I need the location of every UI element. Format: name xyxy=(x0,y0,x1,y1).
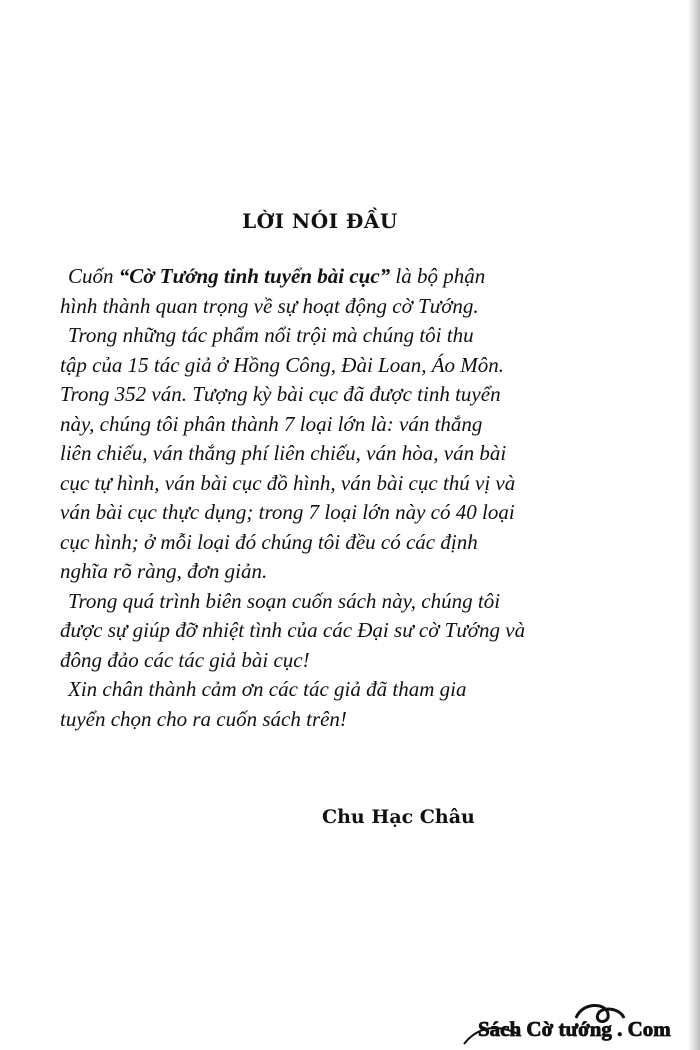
text-line xyxy=(60,321,590,351)
text-segment: được sự giúp đỡ nhiệt tình của các Đại sư cờ Tướng và xyxy=(60,618,526,642)
paragraph xyxy=(60,587,590,676)
paragraph xyxy=(60,262,590,321)
text-segment: Trong 352 ván. Tượng kỳ bài cục đã được tinh tuyển xyxy=(60,382,501,406)
text-line xyxy=(60,469,590,499)
watermark-logo xyxy=(458,1000,698,1050)
text-segment: Trong những tác phẩm nổi trội mà chúng tôi thu xyxy=(68,323,474,347)
text-line xyxy=(60,351,590,381)
text-segment: Trong quá trình biên soạn cuốn sách này, chúng tôi xyxy=(68,588,501,613)
text-line xyxy=(60,705,590,735)
text-segment: liên chiếu, ván thắng phí liên chiếu, ván hòa, ván bài xyxy=(60,441,507,465)
text-segment: Cuốn xyxy=(68,264,119,288)
text-line xyxy=(60,587,590,617)
text-segment: ván bài cục thực dụng; trong 7 loại lớn này có 40 loại xyxy=(60,500,515,524)
text-line xyxy=(60,675,590,705)
watermark-text: Sách Cờ tướng . Com xyxy=(478,1017,671,1041)
text-line xyxy=(60,439,590,469)
text-line xyxy=(60,557,590,587)
text-segment: Xin chân thành cảm ơn các tác giả đã tham gia xyxy=(68,677,467,701)
text-line xyxy=(60,292,590,322)
text-segment: này, chúng tôi phân thành 7 loại lớn là: ván thắng xyxy=(60,411,483,436)
preface-body xyxy=(60,262,590,734)
book-title-emphasis: “Cờ Tướng tinh tuyển bài cục” xyxy=(118,264,391,288)
text-segment: nghĩa rõ ràng, đơn giản. xyxy=(60,559,268,583)
text-segment: tuyển chọn cho ra cuốn sách trên! xyxy=(60,706,347,731)
author-signature: Chu Hạc Châu xyxy=(322,806,475,828)
text-line xyxy=(60,380,590,410)
text-segment: là bộ phận xyxy=(390,264,486,288)
text-segment: hình thành quan trọng về sự hoạt động cờ Tướng. xyxy=(60,293,479,318)
text-segment: cục hình; ở mỗi loại đó chúng tôi đều có các định xyxy=(60,529,478,554)
paragraph xyxy=(60,321,590,587)
ornamental-swirl-logo-icon xyxy=(458,1000,698,1050)
text-segment: cục tự hình, ván bài cục đồ hình, ván bài cục thú vị và xyxy=(60,470,516,495)
text-segment: đông đảo các tác giả bài cục! xyxy=(60,647,310,672)
text-line xyxy=(60,528,590,558)
text-line xyxy=(60,410,590,440)
text-line xyxy=(60,646,590,676)
text-line xyxy=(60,498,590,528)
text-line xyxy=(60,616,590,646)
scan-shadow-edge xyxy=(688,0,700,1050)
page-title: LỜI NÓI ĐẦU xyxy=(242,209,398,234)
text-line xyxy=(60,262,590,292)
paragraph xyxy=(60,675,590,734)
text-segment: tập của 15 tác giả ở Hồng Công, Đài Loan, Áo Môn. xyxy=(60,352,505,377)
